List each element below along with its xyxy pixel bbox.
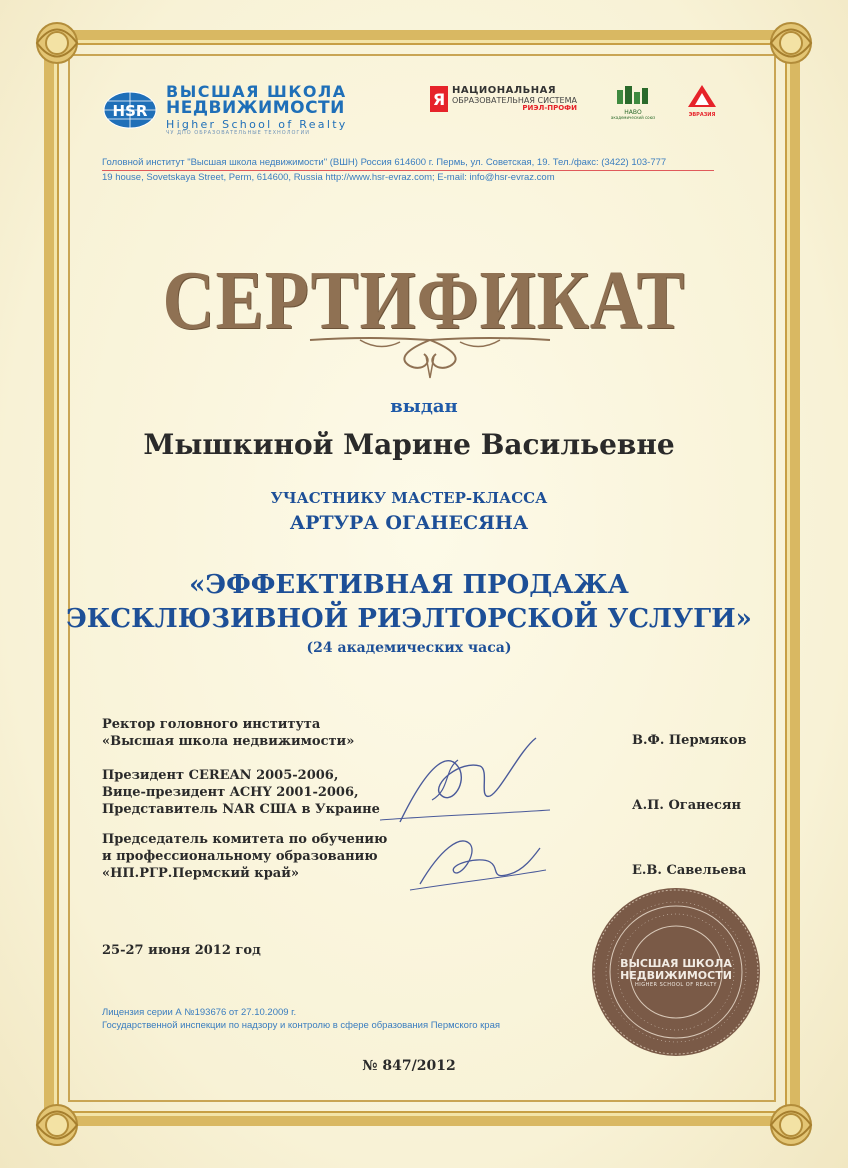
corner-ornament-icon	[28, 14, 86, 72]
corner-ornament-icon	[762, 14, 820, 72]
nos-mark-icon: Я	[430, 86, 448, 112]
signatory-2-name: А.П. Оганесян	[632, 798, 741, 813]
license-line1: Лицензия серии А №193676 от 27.10.2009 г.	[102, 1007, 297, 1018]
signatory-2-line3: Представитель NAR США в Украине	[102, 802, 380, 817]
certificate-title: СЕРТИФИКАТ	[162, 254, 686, 347]
seal-line3: HIGHER SCHOOL OF REALTY	[635, 982, 717, 988]
hsr-logo	[102, 84, 348, 136]
nos-logo-line1: НАЦИОНАЛЬНАЯ	[452, 85, 557, 96]
corner-ornament-icon	[28, 1096, 86, 1154]
signatory-3-line3: «НП.РГР.Пермский край»	[102, 866, 299, 881]
signatory-1-line1: Ректор головного института	[102, 717, 321, 732]
nos-logo-line3: РИЭЛ-ПРОФИ	[522, 103, 577, 112]
signatory-2-line1: Президент CEREAN 2005-2006,	[102, 768, 339, 783]
license-info	[102, 1006, 500, 1032]
globe-icon	[102, 90, 158, 130]
course-hours: (24 академических часа)	[306, 640, 512, 656]
course-title-line1: «ЭФФЕКТИВНАЯ ПРОДАЖА	[189, 570, 629, 600]
certificate-number: № 847/2012	[362, 1058, 456, 1074]
hsr-logo-line1: ВЫСШАЯ ШКОЛА	[166, 82, 347, 101]
seal-line2: НЕДВИЖИМОСТИ	[620, 969, 732, 982]
signatory-1-line2: «Высшая школа недвижимости»	[102, 734, 355, 749]
svg-text:HSR: HSR	[112, 102, 148, 120]
hsr-logo-line3: Higher School of Realty	[166, 118, 348, 131]
flourish-ornament-icon	[300, 326, 560, 380]
signatory-2-title	[102, 767, 380, 818]
hsr-logo-line4: ЧУ ДПО ОБРАЗОВАТЕЛЬНЫЕ ТЕХНОЛОГИИ	[166, 130, 310, 136]
signatory-1-title	[102, 716, 354, 750]
evraz-logo	[684, 84, 720, 118]
address-line2: 19 house, Sovetskaya Street, Perm, 614600, Russia http://www.hsr-evraz.com; E-mail: info@hsr-evraz.com	[102, 172, 555, 183]
event-date: 25-27 июня 2012 год	[102, 943, 261, 958]
corner-ornament-icon	[762, 1096, 820, 1154]
address-divider	[102, 170, 714, 171]
course-title-line2: ЭКСКЛЮЗИВНОЙ РИЭЛТОРСКОЙ УСЛУГИ»	[66, 604, 752, 634]
hsr-logo-line2: НЕДВИЖИМОСТИ	[166, 98, 345, 118]
navo-logo-line1: НАВО	[624, 109, 642, 116]
signatory-2-line2: Вице-президент ACHY 2001-2006,	[102, 785, 359, 800]
signatory-3-line2: и профессиональному образованию	[102, 849, 378, 864]
evraz-logo-line1: ЭВРАЗИЯ	[688, 112, 716, 118]
navo-logo	[603, 84, 663, 120]
seal-line1: ВЫСШАЯ ШКОЛА	[620, 957, 732, 970]
recipient-name: Мышкиной Марине Васильевне	[143, 428, 675, 461]
license-line2: Государственной инспекции по надзору и контролю в сфере образования Пермского края	[102, 1020, 500, 1031]
triangle-logo-icon	[687, 84, 717, 108]
participant-role: УЧАСТНИКУ МАСТЕР-КЛАССА	[270, 489, 548, 507]
nos-logo	[430, 86, 577, 112]
navo-logo-line2: академический союз	[610, 115, 656, 120]
buildings-icon	[613, 84, 653, 106]
handwritten-signature-2	[400, 820, 550, 900]
nos-logo-line2: ОБРАЗОВАТЕЛЬНАЯ СИСТЕМА	[452, 95, 577, 105]
address-line1: Головной институт "Высшая школа недвижимости" (ВШН) Россия 614600 г. Пермь, ул. Советская, 19. Тел./факс: (3422) 103-777	[102, 157, 667, 168]
seal-text	[612, 958, 740, 988]
signatory-3-line1: Председатель комитета по обучению	[102, 832, 388, 847]
signatory-3-name: Е.В. Савельева	[632, 863, 747, 878]
issued-label: выдан	[390, 396, 458, 417]
master-class-author: АРТУРА ОГАНЕСЯНА	[289, 512, 529, 534]
signatory-1-name: В.Ф. Пермяков	[632, 733, 747, 748]
